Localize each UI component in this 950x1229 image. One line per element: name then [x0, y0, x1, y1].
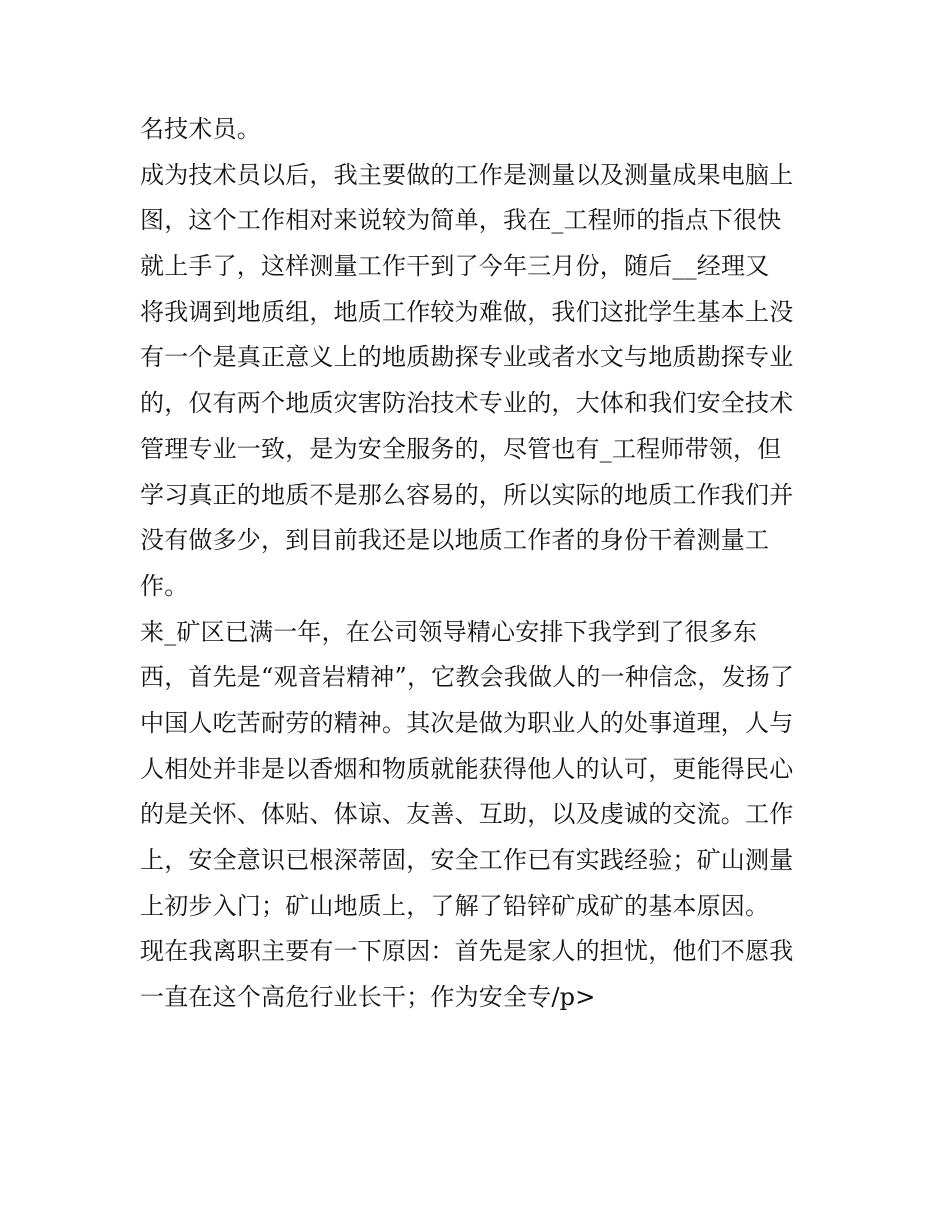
- text-line: 就上手了，这样测量工作干到了今年三月份，随后__经理又: [140, 252, 770, 281]
- text-line: 有一个是真正意义上的地质勘探专业或者水文与地质勘探专业: [140, 343, 794, 372]
- text-line: 上初步入门；矿山地质上，了解了铅锌矿成矿的基本原因。: [140, 891, 770, 920]
- text-line: 学习真正的地质不是那么容易的，所以实际的地质工作我们并: [140, 480, 794, 509]
- text-line: 图，这个工作相对来说较为简单，我在_工程师的指点下很快: [140, 206, 782, 235]
- text-line: 人相处并非是以香烟和物质就能获得他人的认可，更能得民心: [140, 754, 794, 783]
- text-line: 现在我离职主要有一下原因：首先是家人的担忧，他们不愿我: [140, 937, 794, 966]
- text-line: 上，安全意识已根深蒂固，安全工作已有实践经验；矿山测量: [140, 846, 794, 874]
- text-line: 没有做多少，到目前我还是以地质工作者的身份干着测量工: [140, 526, 770, 555]
- text-line: 的是关怀、体贴、体谅、友善、互助，以及虔诚的交流。工作: [140, 800, 794, 829]
- text-line: 一直在这个高危行业长干；作为安全专/p>: [140, 983, 596, 1012]
- text-line: 将我调到地质组，地质工作较为难做，我们这批学生基本上没: [140, 297, 794, 326]
- text-line: 名技术员。: [140, 115, 261, 143]
- text-line: 西，首先是“观音岩精神”，它教会我做人的一种信念，发扬了: [140, 663, 795, 692]
- text-line: 作。: [140, 571, 189, 600]
- text-line: 来_矿区已满一年，在公司领导精心安排下我学到了很多东: [140, 617, 758, 646]
- text-line: 成为技术员以后，我主要做的工作是测量以及测量成果电脑上: [140, 160, 794, 189]
- body-text: [140, 107, 820, 1021]
- text-line: 中国人吃苦耐劳的精神。其次是做为职业人的处事道理，人与: [140, 708, 794, 737]
- text-line: 的，仅有两个地质灾害防治技术专业的，大体和我们安全技术: [140, 389, 794, 418]
- text-line: 管理专业一致，是为安全服务的，尽管也有_工程师带领，但: [140, 434, 782, 463]
